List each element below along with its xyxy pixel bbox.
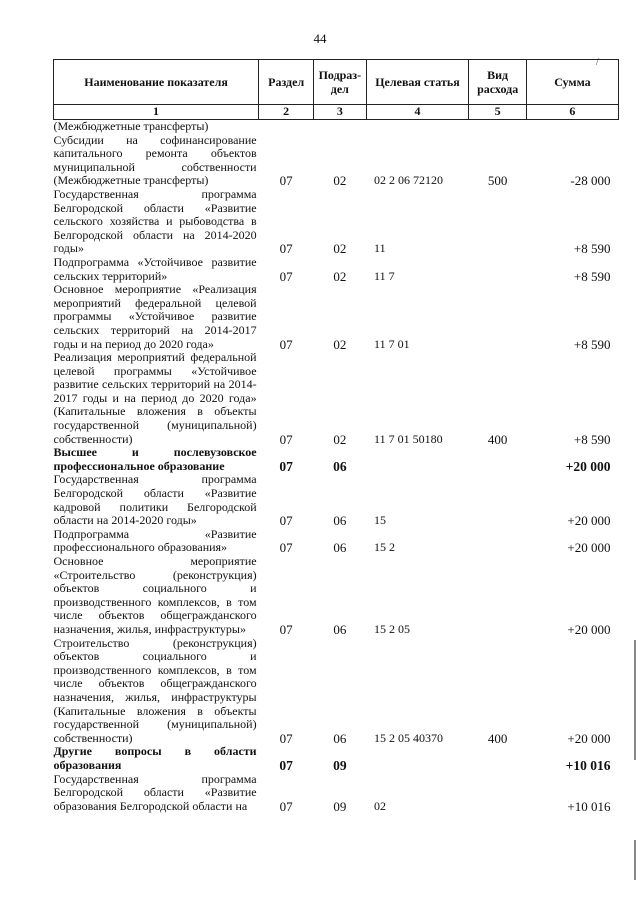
table-row <box>54 555 619 637</box>
row-razdel: 07 <box>279 336 293 352</box>
header-podrazdel-text: Подраз-дел <box>318 68 362 96</box>
row-celevaya: 15 2 05 <box>374 621 411 636</box>
row-razdel: 07 <box>279 241 293 257</box>
row-podrazdel: 02 <box>333 431 347 447</box>
row-name: Другие вопросы в области образования <box>53 744 257 772</box>
row-celevaya: 11 <box>374 241 386 256</box>
row-vid <box>469 256 526 283</box>
row-name: Подпрограмма «Развитие профессионального образования» <box>53 526 257 555</box>
row-vid <box>469 528 526 555</box>
row-vid: 500 <box>487 173 508 189</box>
table-row <box>54 188 619 256</box>
column-number: 6 <box>526 105 618 120</box>
budget-table <box>53 59 619 813</box>
table-row <box>54 446 619 473</box>
row-vid <box>469 745 526 772</box>
table-row <box>54 773 619 814</box>
table-body <box>54 120 619 814</box>
row-summa: +8 590 <box>573 268 611 284</box>
row-razdel: 07 <box>279 621 293 637</box>
table-row <box>54 528 619 555</box>
column-number: 3 <box>314 105 366 120</box>
row-razdel: 07 <box>279 730 293 746</box>
row-podrazdel: 02 <box>333 268 347 284</box>
row-razdel: 07 <box>279 798 293 814</box>
row-name: (Межбюджетные трансферты) <box>53 119 209 133</box>
row-summa <box>526 120 618 134</box>
row-razdel: 07 <box>279 513 293 529</box>
row-vid <box>469 773 526 814</box>
table-row <box>54 745 619 772</box>
row-podrazdel <box>314 120 366 134</box>
row-summa: +20 000 <box>567 513 611 529</box>
row-celevaya: 11 7 01 50180 <box>374 431 443 446</box>
column-number-row <box>54 105 619 120</box>
table-header-row <box>54 60 619 105</box>
row-podrazdel: 09 <box>333 757 347 773</box>
row-celevaya <box>366 745 469 772</box>
row-summa: +20 000 <box>567 621 611 637</box>
row-summa: +8 590 <box>573 241 611 257</box>
header-podrazdel <box>314 60 366 105</box>
table-row <box>54 473 619 527</box>
row-name: Подпрограмма «Устойчивое развитие сельских территорий» <box>53 254 257 283</box>
row-vid: 400 <box>487 730 508 746</box>
row-podrazdel: 06 <box>333 621 347 637</box>
row-celevaya <box>366 120 469 134</box>
column-number: 1 <box>54 105 259 120</box>
row-celevaya: 15 <box>374 513 387 528</box>
row-razdel: 07 <box>279 173 293 189</box>
row-name: Государственная программа Белгородской области «Развитие кадровой политики Белгородской области на 2014-2020 годы» <box>53 472 257 528</box>
row-vid <box>469 188 526 256</box>
row-summa: +10 016 <box>567 798 611 814</box>
row-summa: +20 000 <box>567 730 611 746</box>
row-podrazdel: 06 <box>333 513 347 529</box>
row-razdel <box>259 120 314 134</box>
row-celevaya: 15 2 05 40370 <box>374 730 444 745</box>
row-podrazdel: 02 <box>333 241 347 257</box>
row-vid <box>469 473 526 527</box>
column-number: 4 <box>366 105 469 120</box>
row-summa: +8 590 <box>573 336 611 352</box>
row-vid <box>469 283 526 351</box>
row-summa: +20 000 <box>565 458 611 474</box>
column-number: 5 <box>469 105 526 120</box>
row-summa: +8 590 <box>573 431 611 447</box>
row-name: Государственная программа Белгородской области «Развитие сельского хозяйства и рыбоводства в Белгородской области на 2014-2020 годы» <box>53 186 257 256</box>
row-razdel: 07 <box>279 431 293 447</box>
row-razdel: 07 <box>279 757 293 773</box>
page-number: 44 <box>313 31 327 46</box>
header-razdel: Раздел <box>259 60 314 105</box>
row-name: Строительство (реконструкция) объектов социального и производственного комплексов, в том числе объектов общегражданского назначения, жилья, инфраструктуры (Капитальные вложения в объекты государственной (муниципальной) собственности) <box>53 635 257 745</box>
row-vid <box>469 555 526 637</box>
row-celevaya <box>366 446 469 473</box>
row-celevaya: 02 2 06 72120 <box>374 173 444 188</box>
row-podrazdel: 06 <box>333 540 347 556</box>
row-celevaya: 11 7 01 <box>374 336 410 351</box>
row-podrazdel: 02 <box>333 336 347 352</box>
table-row <box>54 120 619 134</box>
row-razdel: 07 <box>279 458 293 474</box>
table-row <box>54 351 619 446</box>
row-name: Высшее и послевузовское профессиональное образование <box>53 445 257 473</box>
row-celevaya: 11 7 <box>374 268 395 283</box>
row-razdel: 07 <box>279 268 293 284</box>
table-row <box>54 637 619 746</box>
row-celevaya: 15 2 <box>374 540 396 555</box>
row-razdel: 07 <box>279 540 293 556</box>
row-name: Реализация мероприятий федеральной целевой программы «Устойчивое развитие сельских территорий на 2014-2017 годы и на период до 2020 года» (Капитальные вложения в объекты государственной (муниципальной) собственности) <box>53 350 257 446</box>
row-podrazdel: 09 <box>333 798 347 814</box>
row-summa: +20 000 <box>567 540 611 556</box>
header-summa: Сумма <box>526 60 618 105</box>
row-name: Основное мероприятие «Строительство (реконструкция) объектов социального и производственного комплексов, в том числе объектов общегражданского назначения, жилья, инфраструктуры» <box>53 554 257 636</box>
row-summa: -28 000 <box>570 173 611 189</box>
row-celevaya: 02 <box>374 798 387 813</box>
row-vid <box>469 446 526 473</box>
header-name: Наименование показателя <box>54 60 259 105</box>
row-vid <box>469 120 526 134</box>
table-row <box>54 283 619 351</box>
row-podrazdel: 02 <box>333 173 347 189</box>
table-row <box>54 256 619 283</box>
column-number: 2 <box>259 105 314 120</box>
header-vid: Вид расхода <box>469 60 526 105</box>
row-podrazdel: 06 <box>333 458 347 474</box>
row-name: Субсидии на софинансирование капитального ремонта объектов муниципальной собственности (Межбюджетные трансферты) <box>53 132 257 188</box>
row-name: Основное мероприятие «Реализация мероприятий федеральной целевой программы «Устойчивое развитие сельских территорий на 2014-2017 годы и на период до 2020 года» <box>53 282 257 351</box>
table-row <box>54 134 619 188</box>
scan-edge-line <box>634 640 636 760</box>
row-podrazdel: 06 <box>333 730 347 746</box>
header-celevaya: Целевая статья <box>366 60 469 105</box>
row-vid: 400 <box>487 431 508 447</box>
row-summa: +10 016 <box>565 757 611 773</box>
row-name: Государственная программа Белгородской области «Развитие образования Белгородской области на <box>53 771 257 813</box>
scan-edge-line <box>634 840 636 880</box>
scan-mark: / <box>596 57 599 68</box>
